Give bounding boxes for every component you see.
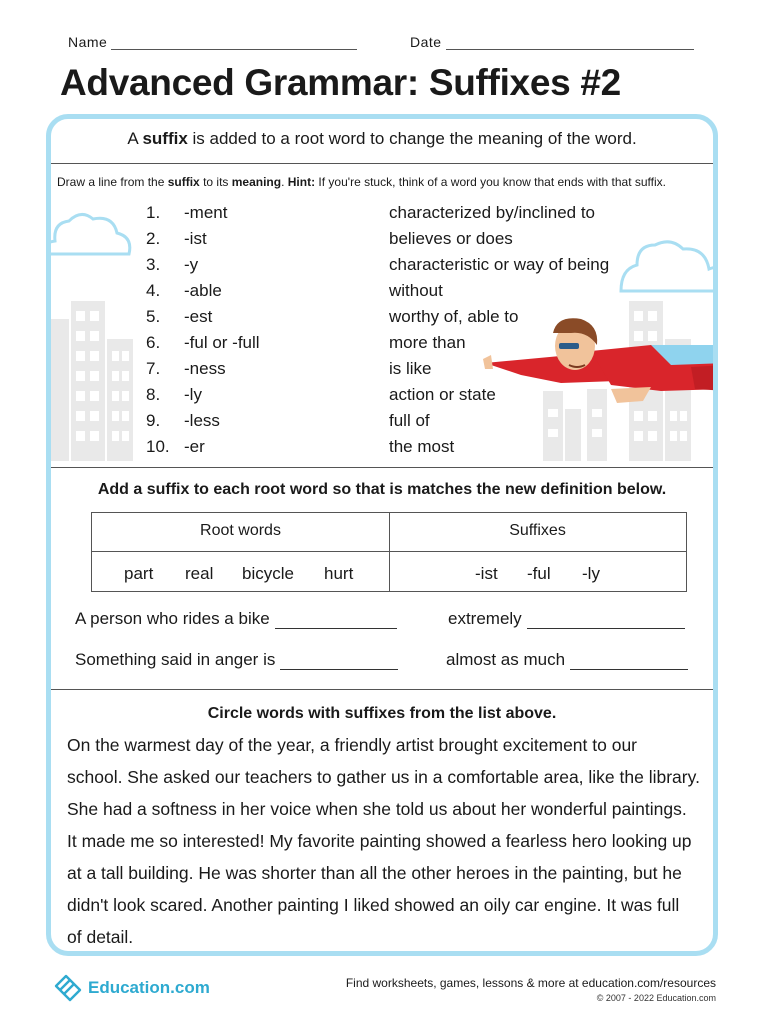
match-number: 7. [146,359,161,378]
root-words-header: Root words [200,522,281,539]
page-title: Advanced Grammar: Suffixes #2 [60,62,621,103]
divider [51,467,713,468]
match-meaning[interactable]: characteristic or way of being [389,255,610,274]
name-label: Name [68,34,108,50]
instr-t3: . [281,175,288,189]
date-field [410,34,694,50]
brand-name: Education.com [88,978,210,997]
instruction [57,175,713,189]
suffix-word: -ist [475,564,498,583]
instr-t4: If you're stuck, think of a word you know that ends with that suffix. [315,175,667,189]
fill-in-row [446,650,688,670]
match-number: 10. [146,437,170,456]
footer-copyright: © 2007 - 2022 Education.com [596,993,716,1003]
fill-in-row [448,609,685,629]
passage-line: It made me so interested! My favorite painting showed a fearless hero looking up [67,831,692,851]
footer-logo[interactable] [52,970,210,1006]
match-number: 4. [146,281,161,300]
match-number: 6. [146,333,161,352]
passage-line: of detail. [67,927,134,947]
table-row-divider [92,551,686,552]
passage-line: On the warmest day of the year, a friendly artist brought excitement to our [67,735,638,755]
fill-prompt: A person who rides a bike [75,609,270,628]
match-number: 1. [146,203,161,222]
name-field [68,34,357,50]
match-meaning[interactable]: worthy of, able to [389,307,519,326]
instr-t1: Draw a line from the [57,175,168,189]
worksheet-frame [46,114,718,956]
match-number: 5. [146,307,161,326]
match-suffix[interactable]: -ful or -full [184,333,260,352]
date-line[interactable] [446,35,694,50]
match-meaning[interactable]: the most [389,437,455,456]
match-meaning[interactable]: full of [389,411,430,430]
match-suffix[interactable]: -ness [184,359,226,378]
instr-t2: to its [199,175,232,189]
suffix-word: -ful [527,564,551,583]
match-suffix[interactable]: -less [184,411,220,430]
match-suffix[interactable]: -er [184,437,205,456]
match-number: 3. [146,255,161,274]
match-meaning[interactable]: is like [389,359,432,378]
section2-title: Add a suffix to each root word so that is matches the new definition below. [97,481,667,498]
fill-in-row [75,650,398,670]
name-line[interactable] [111,35,357,50]
suffixes-header: Suffixes [509,522,566,539]
fill-prompt: almost as much [446,650,566,669]
passage-line: She had a softness in her voice when she told us about her wonderful paintings. [67,799,687,819]
instr-b3: Hint: [287,175,316,189]
footer-info [346,976,716,1003]
header [68,34,696,54]
fill-prompt: Something said in anger is [75,650,276,669]
right-cloud-icon [621,242,718,291]
date-label: Date [410,34,442,50]
answer-blank[interactable] [280,652,398,670]
divider [51,163,713,164]
passage-line: school. She asked our teachers to gather us in a comfortable area, like the library. [67,767,700,787]
match-suffix[interactable]: -able [184,281,222,300]
suffix-word: -ly [582,564,600,583]
match-suffix[interactable]: -ment [184,203,228,222]
passage-line: didn't look scared. Another painting I liked showed an oily car engine. It was full [67,895,680,915]
reading-passage [67,729,707,953]
intro-text [51,129,713,149]
education-logo-icon [52,972,84,1004]
root-word: hurt [324,564,354,583]
instr-b1: suffix [167,175,200,189]
instr-b2: meaning [231,175,282,189]
footer-tagline: Find worksheets, games, lessons & more at education.com/resources [345,976,716,990]
match-meaning[interactable]: characterized by/inclined to [389,203,596,222]
match-number: 8. [146,385,161,404]
match-suffix[interactable]: -ly [184,385,202,404]
match-meaning[interactable]: action or state [389,385,496,404]
root-suffix-table [91,512,687,592]
intro-prefix: A [127,129,143,148]
answer-blank[interactable] [527,611,685,629]
answer-blank[interactable] [570,652,688,670]
match-meaning[interactable]: believes or does [389,229,513,248]
match-suffix[interactable]: -y [184,255,199,274]
intro-suffix: is added to a root word to change the meaning of the word. [187,129,637,148]
root-word: bicycle [242,564,294,583]
match-number: 9. [146,411,161,430]
match-number: 2. [146,229,161,248]
root-word: real [185,564,214,583]
answer-blank[interactable] [275,611,397,629]
passage-line: at a tall building. He was shorter than all the other heroes in the painting, but he [67,863,682,883]
left-cloud-icon [51,214,130,254]
intro-bold: suffix [142,129,188,148]
match-suffix[interactable]: -est [184,307,213,326]
match-meaning[interactable]: without [389,281,443,300]
fill-in-row [75,609,397,629]
fill-prompt: extremely [448,609,522,628]
match-meaning[interactable]: more than [389,333,466,352]
section3-title: Circle words with suffixes from the list above. [207,705,557,722]
root-word: part [124,564,154,583]
divider [51,689,713,690]
match-suffix[interactable]: -ist [184,229,207,248]
